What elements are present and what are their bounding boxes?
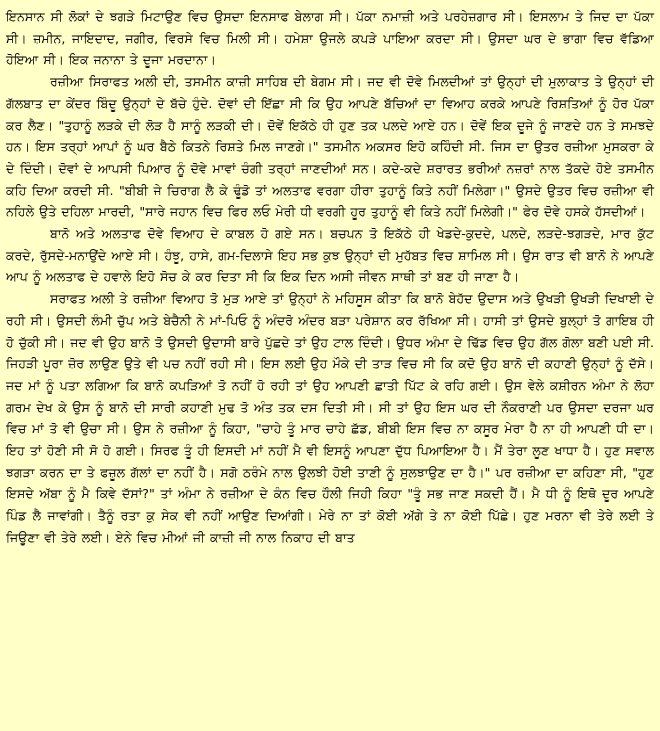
- paragraph-3: ਬਾਨੋ ਅਤੇ ਅਲਤਾਫ ਦੋਵੇ ਵਿਆਹ ਦੇ ਕਾਬਲ ਹੋ ਗਏ ਸਨ। ਬਚਪਨ ਤੋ ਇਕੱਠੇ ਹੀ ਖੇਡਦੇ-ਕੁਦਦੇ, ਪਲਦੇ, ਲੜਦੇ-ਝਗੜਦੇ, ਮਾਰ ਕੁੱਟ ਕਰਦੇ, ਰੁੱਸਦੇ-ਮਨਾਉਂਦੇ ਆਏ ਸੀ। ਹੰਝੂ, ਹਾਸੇ, ਗਮ-ਦਿਲਾਸੇ ਇਹ ਸਭ ਕੁਝ ਉਨ੍ਹਾਂ ਦੀ ਮੁਹੱਬਤ ਵਿਚ ਸ਼ਾਮਿਲ ਸੀ। ਉਸ ਰਾਤ ਵੀ ਬਾਨੋ ਨੇ ਆਪਣੇ ਆਪ ਨੂੰ ਅਲਤਾਫ ਦੇ ਹਵਾਲੇ ਇਹੋ ਸੋਚ ਕੇ ਕਰ ਦਿਤਾ ਸੀ ਕਿ ਇਕ ਦਿਨ ਅਸੀ ਜੀਵਨ ਸਾਥੀ ਤਾਂ ਬਣ ਹੀ ਜਾਣਾ ਹੈ।: [6, 226, 655, 285]
- paragraph-4: ਸਰਾਫਤ ਅਲੀ ਤੇ ਰਜ਼ੀਆ ਵਿਆਹ ਤੋ ਮੁੜ ਆਏ ਤਾਂ ਉਨ੍ਹਾਂ ਨੇ ਮਹਿਸੂਸ ਕੀਤਾ ਕਿ ਬਾਨੋ ਬੇਹੱਦ ਉਦਾਸ ਅਤੇ ਉਖੜੀ ਉਖੜੀ ਦਿਖਾਈ ਦੇ ਰਹੀ ਸੀ। ਉਸਦੀ ਲੰਮੀ ਚੁੱਪ ਅਤੇ ਬੇਚੈਨੀ ਨੇ ਮਾਂ-ਪਿਓ ਨੂੰ ਅੰਦਰੋ ਅੰਦਰ ਬੜਾ ਪਰੇਸ਼ਾਨ ਕਰ ਰੱਖਿਆ ਸੀ। ਹਾਸੀ ਤਾਂ ਉਸਦੇ ਬੁਲ੍ਹਾਂ ਤੋ ਗਾਇਬ ਹੀ ਹੋ ਚੁੱਕੀ ਸੀ। ਜਦ ਵੀ ਉਹ ਬਾਨੋ ਤੋ ਉਸਦੀ ਉਦਾਸੀ ਬਾਰੇ ਪੁੱਛਦੇ ਤਾਂ ਉਹ ਟਾਲ ਦਿੰਦੀ। ਉਧਰ ਅੰਮਾ ਦੇ ਢਿੱਡ ਵਿਚ ਉਹ ਗੱਲ ਗੋਲਾ ਬਣੀ ਪਈ ਸੀ. ਜਿਹੜੀ ਪੂਰਾ ਜ਼ੋਰ ਲਾਉਣ ਉਤੇ ਵੀ ਪਚ ਨਹੀਂ ਰਹੀ ਸੀ। ਇਸ ਲਈ ਉਹ ਮੌਕੇ ਦੀ ਤਾੜ ਵਿਚ ਸੀ ਕਿ ਕਦੋ ਉਹ ਬਾਨੋ ਦੀ ਕਹਾਣੀ ਉਨ੍ਹਾਂ ਨੂੰ ਦੱਸੇ। ਜਦ ਮਾਂ ਨੂੰ ਪਤਾ ਲਗਿਆ ਕਿ ਬਾਨੋ ਕਪੜਿਆਂ ਤੋ ਨਹੀਂ ਹੋ ਰਹੀ ਤਾਂ ਉਹ ਆਪਣੀ ਛਾਤੀ ਪਿੱਟ ਕੇ ਰਹਿ ਗਈ। ਉਸ ਵੇਲੇ ਕਸ਼ੀਰਨ ਅੰਮਾ ਨੇ ਲੋਹਾ ਗਰਮ ਦੇਖ ਕੇ ਉਸ ਨੂੰ ਬਾਨੋ ਦੀ ਸਾਰੀ ਕਹਾਣੀ ਮੁਢ ਤੋ ਅੰਤ ਤਕ ਦਸ ਦਿਤੀ ਸੀ। ਸੀ ਤਾਂ ਉਹ ਇਸ ਘਰ ਦੀ ਨੌਕਰਾਣੀ ਪਰ ਉਸਦਾ ਦਰਜਾ ਘਰ ਵਿਚ ਮਾਂ ਤੋ ਵੀ ਉਚਾ ਸੀ। ਉਸ ਨੇ ਰਜ਼ੀਆ ਨੂੰ ਕਿਹਾ, "ਚਾਹੇ ਤੂੰ ਮਾਰ ਚਾਹੇ ਛੱਡ, ਬੀਬੀ ਇਸ ਵਿਚ ਨਾ ਕਸੂਰ ਮੇਰਾ ਹੈ ਨਾ ਹੀ ਆਪਣੀ ਧੀ ਦਾ। ਇਹ ਤਾਂ ਹੋਣੀ ਸੀ ਸੋ ਹੋ ਗਈ। ਸਿਰਫ ਤੂੰ ਹੀ ਇਸਦੀ ਮਾਂ ਨਹੀਂ ਮੈ ਵੀ ਇਸਨੂੰ ਆਪਣਾ ਦੁੱਧ ਪਿਆਇਆ ਹੈ। ਮੈਂ ਤੇਰਾ ਲੂਣ ਖਾਧਾ ਹੈ। ਹੁਣ ਸਵਾਲ ਝਗੜਾ ਕਰਨ ਦਾ ਤੇ ਫਜ਼ੂਲ ਗੱਲਾਂ ਦਾ ਨਹੀਂ ਹੈ। ਸਗੋ ਠਰੰਮੇ ਨਾਲ ਉਲਝੀ ਹੋਈ ਤਾਣੀ ਨੂੰ ਸੁਲਝਾਉਣ ਦਾ ਹੈ।" ਪਰ ਰਜ਼ੀਆ ਦਾ ਕਹਿਣਾ ਸੀ, "ਹੁਣ ਇਸਦੇ ਅੱਬਾ ਨੂੰ ਮੈ ਕਿਵੇ ਦੱਸਾਂ?" ਤਾਂ ਅੰਮਾ ਨੇ ਰਜ਼ੀਆ ਦੇ ਕੰਨ ਵਿਚ ਹੌਲੀ ਜਿਹੀ ਕਿਹਾ "ਤੂੰ ਸਭ ਜਾਣ ਸਕਦੀ ਹੈਂ। ਮੈ ਧੀ ਨੂੰ ਇਥੋ ਦੂਰ ਆਪਣੇ ਪਿੰਡ ਲੈ ਜਾਵਾਂਗੀ। ਤੈਨੂੰ ਰਤਾ ਕੁ ਸੇਕ ਵੀ ਨਹੀਂ ਆਉਣ ਦਿਆਂਗੀ। ਮੇਰੇ ਨਾ ਤਾਂ ਕੋਈ ਅੱਗੇ ਤੇ ਨਾ ਕੋਈ ਪਿੱਛੇ। ਹੁਣ ਮਰਨਾ ਵੀ ਤੇਰੇ ਲਈ ਤੇ ਜਿਊਣਾ ਵੀ ਤੇਰੇ ਲਈ। ਏਨੇ ਵਿਚ ਮੀਆਂ ਜੀ ਕਾਜ਼ੀ ਜੀ ਨਾਲ ਨਿਕਾਹ ਦੀ ਬਾਤ: [6, 291, 654, 545]
- paragraph-1: ਇਨਸਾਨ ਸੀ ਲੋਕਾਂ ਦੇ ਝਗੜੇ ਮਿਟਾਉਣ ਵਿਚ ਉਸਦਾ ਇਨਸਾਫ ਬੇਲਾਗ ਸੀ। ਪੱਕਾ ਨਮਾਜ਼ੀ ਅਤੇ ਪਰਹੇਜ਼ਗਾਰ ਸੀ। ਇਸਲਾਮ ਤੇ ਜਿਦ ਦਾ ਪੱਕਾ ਸੀ। ਜ਼ਮੀਨ, ਜਾਇਦਾਦ, ਜਗੀਰ, ਵਿਰਸੇ ਵਿਚ ਮਿਲੀ ਸੀ। ਹਮੇਸ਼ਾ ਉਜਲੇ ਕਪੜੇ ਪਾਇਆ ਕਰਦਾ ਸੀ। ਉਸਦਾ ਘਰ ਦੇ ਭਾਗਾ ਵਿਚ ਵੱਡਿਆ ਹੋਇਆ ਸੀ। ਇਕ ਜਨਾਨਾ ਤੇ ਦੂਜਾ ਮਰਦਾਨਾ।: [6, 9, 654, 68]
- paragraph-2: ਰਜ਼ੀਆ ਸਿਰਾਫਤ ਅਲੀ ਦੀ, ਤਸਮੀਨ ਕਾਜ਼ੀ ਸਾਹਿਬ ਦੀ ਬੇਗਮ ਸੀ। ਜਦ ਵੀ ਦੋਵੇ ਮਿਲਦੀਆਂ ਤਾਂ ਉਨ੍ਹਾਂ ਦੀ ਮੁਲਾਕਾਤ ਤੇ ਉਨ੍ਹਾਂ ਦੀ ਗੱਲਬਾਤ ਦਾ ਕੇਂਦਰ ਬਿੰਦੂ ਉਨ੍ਹਾਂ ਦੇ ਬੱਚੇ ਹੁੰਦੇ. ਦੋਵਾਂ ਦੀ ਇੱਛਾ ਸੀ ਕਿ ਉਹ ਆਪਣੇ ਬੱਚਿਆਂ ਦਾ ਵਿਆਹ ਕਰਕੇ ਆਪਣੇ ਰਿਸ਼ਤਿਆਂ ਨੂੰ ਹੋਰ ਪੱਕਾ ਕਰ ਲੈਣ। "ਤੁਹਾਨੂੰ ਲੜਕੇ ਦੀ ਲੋੜ ਹੈ ਸਾਨੂੰ ਲੜਕੀ ਦੀ। ਦੋਵੇਂ ਇਕੱਠੇ ਹੀ ਹੁਣ ਤਕ ਪਲਦੇ ਆਏ ਹਨ। ਦੋਵੇਂ ਇਕ ਦੂਜੇ ਨੂੰ ਜਾਣਦੇ ਹਨ ਤੇ ਸਮਝਦੇ ਹਨ। ਇਸ ਤਰ੍ਹਾਂ ਆਪਾਂ ਨੂੰ ਘਰ ਬੈਠੇ ਕਿਤਨੇ ਰਿਸ਼ਤੇ ਮਿਲ ਜਾਣਗੇ।" ਤਸਮੀਨ ਅਕਸਰ ਇਹੋ ਕਹਿੰਦੀ ਸੀ. ਜਿਸ ਦਾ ਉਤਰ ਰਜ਼ੀਆ ਮੁਸਕਰਾ ਕੇ ਦੇ ਦਿੰਦੀ। ਦੋਵਾਂ ਦੇ ਆਪਸੀ ਪਿਆਰ ਨੂੰ ਦੋਵੇ ਮਾਵਾਂ ਚੰਗੀ ਤਰ੍ਹਾਂ ਜਾਣਦੀਆਂ ਸਨ। ਕਦੇ-ਕਦੇ ਸ਼ਰਾਰਤ ਭਰੀਆਂ ਨਜ਼ਰਾਂ ਨਾਲ ਤੱਕਦੇ ਹੋਏ ਤਸਮੀਨ ਕਹਿ ਦਿਆ ਕਰਦੀ ਸੀ. "ਬੀਬੀ ਜੇ ਚਿਰਾਗ ਲੈ ਕੇ ਢੂੰਡੋ ਤਾਂ ਅਲਤਾਫ ਵਰਗਾ ਹੀਰਾ ਤੁਹਾਨੂੰ ਕਿਤੇ ਨਹੀਂ ਮਿਲੇਗਾ।" ਉਸਦੇ ਉਤਰ ਵਿਚ ਰਜ਼ੀਆ ਵੀ ਨਹਿਲੇ ਉਤੇ ਦਹਿਲਾ ਮਾਰਦੀ, "ਸਾਰੇ ਜਹਾਨ ਵਿਚ ਫਿਰ ਲਓ ਮੇਰੀ ਧੀ ਵਰਗੀ ਹੂਰ ਤੁਹਾਨੂੰ ਵੀ ਕਿਤੇ ਨਹੀਂ ਮਿਲੇਗੀ।" ਫੇਰ ਦੋਵੇ ਹਸਕੇ ਹੱਸਦੀਆਂ।: [6, 74, 654, 220]
